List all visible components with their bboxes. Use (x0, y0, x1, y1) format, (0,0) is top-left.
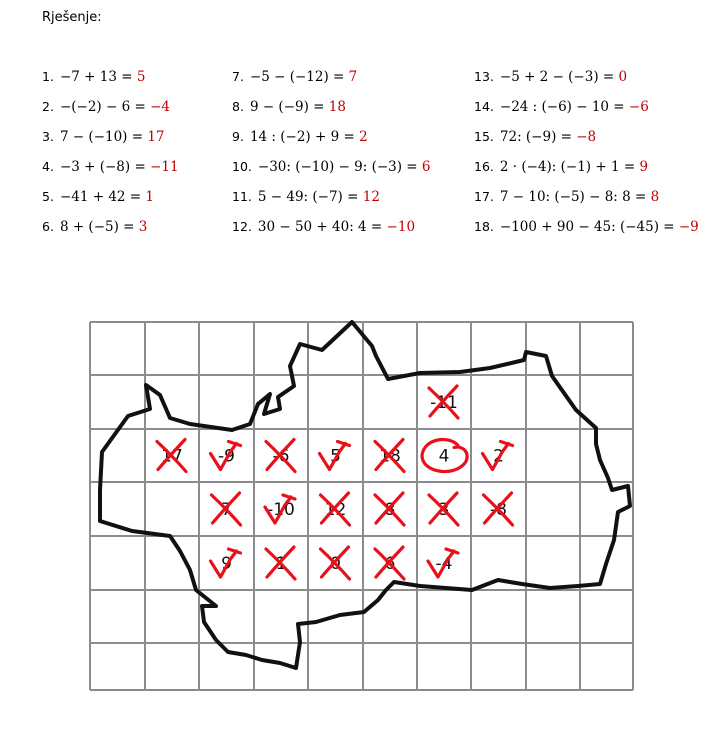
cell-value: -4 (435, 554, 453, 574)
grid-cell (321, 547, 350, 579)
problem-answer: 5 (136, 69, 146, 85)
cell-value: 2 (493, 446, 504, 467)
problem-answer: −8 (576, 129, 597, 145)
problem-expression: 9 − (−9) = (249, 99, 329, 115)
cell-value: 1 (275, 554, 287, 574)
problem-number: 6. (42, 219, 54, 234)
problem-number: 8. (232, 99, 244, 114)
problem-answer: 0 (618, 69, 628, 85)
cross-mark (375, 493, 404, 525)
problem-number: 2. (42, 99, 54, 114)
cell-value: -8 (490, 500, 507, 520)
grid-cell (265, 495, 295, 523)
problem-number: 4. (42, 159, 54, 174)
grid-cell (375, 547, 404, 579)
cell-value: 4 (438, 446, 450, 467)
problem-expression: 2 · (−4): (−1) + 1 = (499, 159, 640, 175)
cell-value: 5 (330, 446, 341, 467)
problem-number: 10. (232, 159, 252, 174)
problem-answer: −11 (150, 159, 179, 175)
cell-value: 8 (384, 500, 396, 520)
problem-answer: −6 (628, 99, 649, 115)
grid-cell (157, 440, 186, 472)
grid-cell (266, 440, 295, 472)
problem-expression: −3 + (−8) = (59, 159, 151, 175)
cell-value: 0 (330, 554, 341, 574)
grid-cell (321, 493, 350, 525)
cell-value: 6 (384, 554, 396, 574)
problem-answer: 7 (348, 69, 358, 85)
grid-cell (211, 442, 241, 470)
problem-answer: 18 (328, 99, 346, 115)
problem-expression: 7 − 10: (−5) − 8: 8 = (499, 189, 651, 205)
problem-number: 3. (42, 129, 54, 144)
cell-value: 9 (221, 554, 232, 574)
problem-expression: −5 − (−12) = (249, 69, 349, 85)
problem-answer: 8 (650, 189, 660, 205)
cell-value: -6 (272, 446, 290, 467)
problem-expression: −100 + 90 − 45: (−45) = (499, 219, 679, 235)
grid-cell (483, 442, 513, 470)
cross-mark (266, 440, 295, 472)
cross-mark (212, 493, 241, 525)
problem-expression: −5 + 2 − (−3) = (499, 69, 619, 85)
problem-number: 5. (42, 189, 54, 204)
problem-answer: 6 (421, 159, 431, 175)
problem-expression: −(−2) − 6 = (59, 99, 151, 115)
cross-mark (321, 547, 350, 579)
problem-answer: 17 (147, 129, 165, 145)
problem-number: 17. (474, 189, 494, 204)
problem-expression: −24 : (−6) − 10 = (499, 99, 629, 115)
grid-cell (212, 493, 241, 525)
grid-cell (320, 442, 350, 470)
problem-answer: −4 (150, 99, 170, 115)
problem-expression: 14 : (−2) + 9 = (249, 129, 360, 145)
grid-cell (429, 493, 458, 525)
problem-number: 15. (474, 129, 494, 144)
cell-value: -10 (267, 500, 295, 520)
problem-expression: 5 − 49: (−7) = (257, 189, 363, 205)
cell-value: 18 (379, 446, 401, 467)
problem-number: 11. (232, 189, 252, 204)
problem-expression: 8 + (−5) = (59, 219, 139, 235)
problem-number: 12. (232, 219, 252, 234)
problem-number: 7. (232, 69, 244, 84)
cell-value: 17 (161, 446, 183, 467)
cell-value: 7 (221, 500, 232, 520)
grid-cell (422, 440, 467, 472)
problem-answer: 9 (639, 159, 649, 175)
grid-cell (429, 386, 458, 418)
problem-number: 13. (474, 69, 494, 84)
cell-value: -9 (218, 446, 235, 467)
problem-expression: 30 − 50 + 40: 4 = (257, 219, 387, 235)
problem-answer: 12 (362, 189, 380, 205)
cell-value: 3 (438, 500, 450, 520)
cell-value: 12 (324, 500, 347, 520)
problem-answer: −9 (678, 219, 699, 235)
problem-number: 16. (474, 159, 494, 174)
problem-number: 1. (42, 69, 54, 84)
problem-answer: 2 (359, 129, 368, 145)
cross-mark (266, 547, 295, 579)
problem-answer: 1 (145, 189, 154, 205)
region-outline (100, 322, 630, 668)
problem-answer: −10 (386, 219, 416, 235)
cross-mark (429, 493, 458, 525)
cross-mark (375, 547, 404, 579)
grid-cell (428, 549, 458, 577)
problem-expression: −41 + 42 = (59, 189, 146, 205)
problem-expression: 7 − (−10) = (59, 129, 148, 145)
problem-number: 18. (474, 219, 494, 234)
solution-heading: Rješenje: (42, 10, 102, 25)
problem-number: 9. (232, 129, 244, 144)
cross-mark (484, 493, 513, 525)
problem-expression: −30: (−10) − 9: (−3) = (257, 159, 422, 175)
grid-cell (211, 549, 241, 577)
grid-cell (484, 493, 513, 525)
grid-cell (375, 440, 404, 472)
problem-answer: 3 (138, 219, 148, 235)
problem-expression: 72: (−9) = (499, 129, 577, 145)
cell-value: -11 (430, 393, 458, 413)
problem-number: 14. (474, 99, 494, 114)
grid-cell (266, 547, 295, 579)
grid-cell (375, 493, 404, 525)
problem-expression: −7 + 13 = (59, 69, 137, 85)
